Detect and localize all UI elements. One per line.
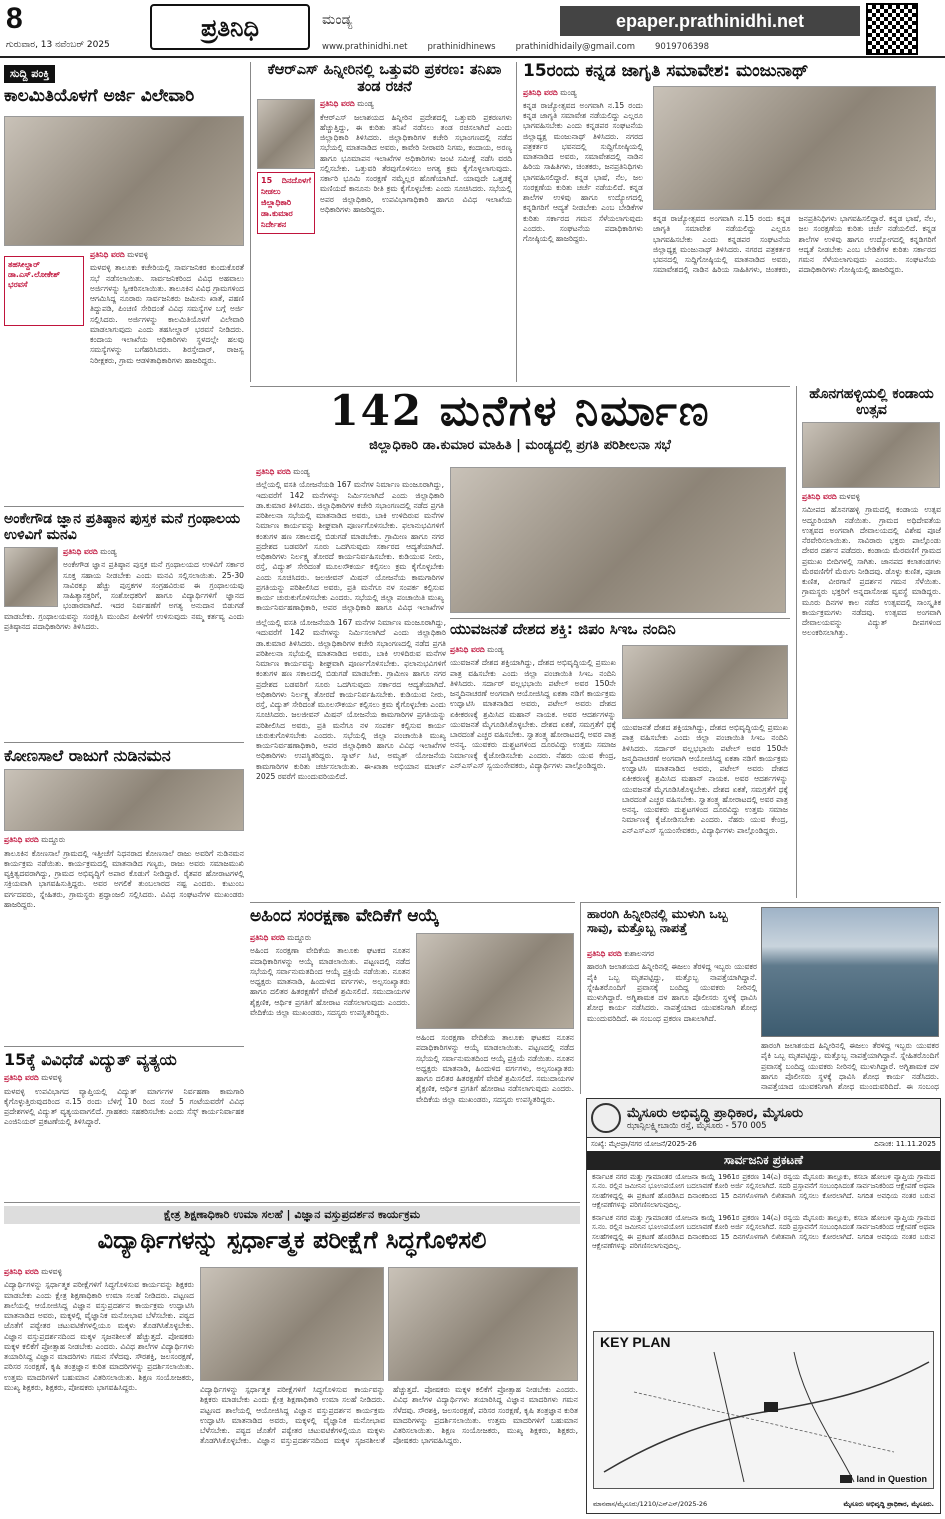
article-5-photo [450, 467, 786, 613]
article-1-headline: ಕಾಲಮಿತಿಯೊಳಗೆ ಅರ್ಜಿ ವಿಲೇವಾರಿ [4, 86, 195, 106]
article-8-headline: ಯುವಜನತೆ ದೇಶದ ಶಕ್ತಿ: ಜಿಪಂ ಸಿಇಒ ನಂದಿನಿ [450, 620, 676, 638]
dateline: ಕುಶಾಲನಗರ [624, 949, 655, 958]
article-5 [250, 386, 790, 614]
dateline: ಮಂಡ್ಯ [100, 547, 117, 557]
article-9-text: ಮಳವಳ್ಳಿ ಉಪವಿಭಾಗದ ವ್ಯಾಪ್ತಿಯಲ್ಲಿ ವಿದ್ಯುತ್ ಮಾರ್ಗಗಳ ನಿರ್ವಹಣಾ ಕಾಮಗಾರಿ ಕೈಗೊಳ್ಳುತ್ತಿರುವುದರಿಂದ ನ.15 ರಂದು ಬೆಳಿಗ್ಗೆ 10 ರಿಂದ ಸಂಜೆ 5 ಗಂಟೆಯವರೆಗೆ ವಿವಿಧ ಪ್ರದೇಶಗಳಲ್ಲಿ ವಿದ್ಯುತ್ ವ್ಯತ್ಯಯವಾಗಲಿದೆ. ಗ್ರಾಹಕರು ಸಹಕರಿಸಬೇಕು ಎಂದು ಸೆಸ್ಕ್ ಕಾರ್ಯನಿರ್ವಾಹಕ ಎಂಜಿನಿಯರ್ ಪ್ರಕಟಣೆಯಲ್ಲಿ ತಿಳಿಸಿದ್ದಾರೆ. [4, 1086, 244, 1127]
article-1-photo [4, 116, 244, 246]
article-11-headline: ಹಾರಂಗಿ ಹಿನ್ನೀರಿನಲ್ಲಿ ಮುಳುಗಿ ಒಬ್ಬ ಸಾವು, ಮತ್ತೊಬ್ಬ ನಾಪತ್ತೆ [587, 906, 728, 936]
article-12 [4, 1202, 580, 1514]
article-2-pullquote: 15 ದಿನದೊಳಗೆ ನೀಡಲು ಜಿಲ್ಲಾಧಿಕಾರಿ ಡಾ.ಕುಮಾರ ನಿರ್ದೇಶನ [257, 172, 315, 234]
byline: ಪ್ರತಿನಿಧಿ ವರದಿ [4, 1267, 39, 1276]
article-5-headline: 142 ಮನೆಗಳ ನಿರ್ಮಾಣ [329, 386, 711, 435]
dateline: ಮದ್ದೂರು [41, 835, 66, 845]
section-kicker: ಸುದ್ದಿ ಪಂಕ್ತಿ [4, 65, 55, 83]
article-8-body [450, 645, 616, 895]
epaper-link[interactable]: epaper.prathinidhi.net [560, 6, 860, 36]
article-5-text: ಜಿಲ್ಲೆಯಲ್ಲಿ ವಸತಿ ಯೋಜನೆಯಡಿ 167 ಮನೆಗಳ ನಿರ್ಮಾಣ ಮಂಜೂರಾಗಿದ್ದು, ಇದುವರೆಗೆ 142 ಮನೆಗಳನ್ನು ನಿರ್ಮಿಸಲಾಗಿದೆ ಎಂದು ಜಿಲ್ಲಾಧಿಕಾರಿ ಡಾ.ಕುಮಾರ ತಿಳಿಸಿದರು. ಜಿಲ್ಲಾಧಿಕಾರಿಗಳ ಕಚೇರಿ ಸಭಾಂಗಣದಲ್ಲಿ ನಡೆದ ಪ್ರಗತಿ ಪರಿಶೀಲನಾ ಸಭೆಯಲ್ಲಿ ಮಾತನಾಡಿದ ಅವರು, ಬಾಕಿ ಉಳಿದಿರುವ ಮನೆಗಳ ನಿರ್ಮಾಣ ಕಾರ್ಯವನ್ನು ಶೀಘ್ರವಾಗಿ ಪೂರ್ಣಗೊಳಿಸಬೇಕು. ಫಲಾನುಭವಿಗಳಿಗೆ ಕಂತುಗಳ ಹಣ ಸಕಾಲದಲ್ಲಿ ಬಿಡುಗಡೆ ಮಾಡಬೇಕು. ಗ್ರಾಮೀಣ ಹಾಗೂ ನಗರ ಪ್ರದೇಶದ ಬಡವರಿಗೆ ಸೂರು ಒದಗಿಸುವುದು ಸರ್ಕಾರದ ಆದ್ಯತೆಯಾಗಿದೆ. ಅಧಿಕಾರಿಗಳು ನಿರ್ಲಕ್ಷ್ಯ ತೋರದೆ ಕಾರ್ಯನಿರ್ವಹಿಸಬೇಕು. ಕುಡಿಯುವ ನೀರು, ರಸ್ತೆ, ವಿದ್ಯುತ್ ಸೇರಿದಂತೆ ಮೂಲಸೌಕರ್ಯ ಕಲ್ಪಿಸಲು ಕ್ರಮ ಕೈಗೊಳ್ಳಬೇಕು ಎಂದು ಸೂಚಿಸಿದರು. ಜಲಜೀವನ್ ಮಿಷನ್ ಯೋಜನೆಯ ಕಾಮಗಾರಿಗಳ ಪ್ರಗತಿಯನ್ನು ಪರಿಶೀಲಿಸಿದ ಅವರು, ಪ್ರತಿ ಮನೆಗೂ ನಳ ಸಂಪರ್ಕ ಕಲ್ಪಿಸುವ ಕಾರ್ಯ ಚುರುಕುಗೊಳಿಸಬೇಕು ಎಂದರು. ಸಭೆಯಲ್ಲಿ ಜಿಲ್ಲಾ ಪಂಚಾಯಿತಿ ಮುಖ್ಯ ಕಾರ್ಯನಿರ್ವಹಣಾಧಿಕಾರಿ, ಅಪರ ಜಿಲ್ಲಾಧಿಕಾರಿ ಹಾಗೂ ವಿವಿಧ ಇಲಾಖೆಗಳ [256, 480, 444, 613]
article-12-text-cont: ವಿದ್ಯಾರ್ಥಿಗಳನ್ನು ಸ್ಪರ್ಧಾತ್ಮಕ ಪರೀಕ್ಷೆಗಳಿಗೆ ಸಿದ್ಧಗೊಳಿಸುವ ಕಾರ್ಯವನ್ನು ಶಿಕ್ಷಕರು ಮಾಡಬೇಕು ಎಂದು ಕ್ಷೇತ್ರ ಶಿಕ್ಷಣಾಧಿಕಾರಿ ಉಮಾ ಸಲಹೆ ನೀಡಿದರು. ಪಟ್ಟಣದ ಶಾಲೆಯಲ್ಲಿ ಆಯೋಜಿಸಿದ್ದ ವಿಜ್ಞಾನ ವಸ್ತುಪ್ರದರ್ಶನ ಕಾರ್ಯಕ್ರಮ ಉದ್ಘಾಟಿಸಿ ಮಾತನಾಡಿದ ಅವರು, ಮಕ್ಕಳಲ್ಲಿ ವೈಜ್ಞಾನಿಕ ಮನೋಭಾವ ಬೆಳೆಸಬೇಕು. ಪಠ್ಯದ ಜೊತೆಗೆ ಪಠ್ಯೇತರ ಚಟುವಟಿಕೆಗಳಲ್ಲಿಯೂ ಮಕ್ಕಳು ತೊಡಗಿಸಿಕೊಳ್ಳಬೇಕು. ವಿಜ್ಞಾನ ವಸ್ತುಪ್ರದರ್ಶನದಿಂದ ಮಕ್ಕಳ ಸೃಜನಶೀಲತೆ ಹೆಚ್ಚುತ್ತದೆ. ಪೋಷಕರು ಮಕ್ಕಳ ಕಲಿಕೆಗೆ ಪ್ರೋತ್ಸಾಹ ನೀಡಬೇಕು ಎಂದರು. ವಿವಿಧ ಶಾಲೆಗಳ ವಿದ್ಯಾರ್ಥಿಗಳು ತಯಾರಿಸಿದ್ದ ವಿಜ್ಞಾನ ಮಾದರಿಗಳು ಗಮನ ಸೆಳೆದವು. ಸೌರಶಕ್ತಿ, ಜಲಸಂರಕ್ಷಣೆ, ಪರಿಸರ ಸಂರಕ್ಷಣೆ, ಕೃಷಿ ತಂತ್ರಜ್ಞಾನ ಕುರಿತ ಮಾದರಿಗಳನ್ನು ಪ್ರದರ್ಶಿಸಲಾಯಿತು. ಉತ್ತಮ ಮಾದರಿಗಳಿಗೆ ಬಹುಮಾನ ವಿತರಿಸಲಾಯಿತು. ಶಿಕ್ಷಣ ಸಂಯೋಜಕರು, ಮುಖ್ಯ ಶಿಕ್ಷಕರು, ಶಿಕ್ಷಕರು, ಪೋಷಕರು ಭಾಗವಹಿಸಿದ್ದರು. [200, 1385, 578, 1446]
article-11-body [587, 949, 757, 1091]
article-1-pullquote: ತಹಸೀಲ್ದಾರ್ ಡಾ.ಎಸ್.ಲೋಕೇಶ್ ಭರವಸೆ [4, 256, 84, 326]
qr-code-icon[interactable] [866, 3, 918, 55]
public-notice [586, 1098, 941, 1514]
article-5-subhead: ಜಿಲ್ಲಾಧಿಕಾರಿ ಡಾ.ಕುಮಾರ ಮಾಹಿತಿ | ಮಂಡ್ಯದಲ್ಲಿ ಪ್ರಗತಿ ಪರಿಶೀಲನಾ ಸಭೆ [369, 438, 671, 454]
article-10-photo [416, 933, 574, 1029]
article-3-text-cont: ಕನ್ನಡ ರಾಜ್ಯೋತ್ಸವದ ಅಂಗವಾಗಿ ನ.15 ರಂದು ಕನ್ನಡ ಜಾಗೃತಿ ಸಮಾವೇಶ ನಡೆಯಲಿದ್ದು ಎಲ್ಲರೂ ಭಾಗವಹಿಸಬೇಕು ಎಂದು ಕನ್ನಡಪರ ಸಂಘಟನೆಯ ಜಿಲ್ಲಾಧ್ಯಕ್ಷ ಮಂಜುನಾಥ್ ತಿಳಿಸಿದರು. ನಗರದ ಪತ್ರಕರ್ತರ ಭವನದಲ್ಲಿ ಸುದ್ದಿಗೋಷ್ಠಿಯಲ್ಲಿ ಮಾತನಾಡಿದ ಅವರು, ಸಮಾವೇಶದಲ್ಲಿ ನಾಡಿನ ಹಿರಿಯ ಸಾಹಿತಿಗಳು, ಚಿಂತಕರು, ಜನಪ್ರತಿನಿಧಿಗಳು ಭಾಗವಹಿಸಲಿದ್ದಾರೆ. ಕನ್ನಡ ಭಾಷೆ, ನೆಲ, ಜಲ ಸಂರಕ್ಷಣೆಯ ಕುರಿತು ಚರ್ಚೆ ನಡೆಯಲಿದೆ. ಕನ್ನಡ ಶಾಲೆಗಳ ಉಳಿವು ಹಾಗೂ ಉದ್ಯೋಗದಲ್ಲಿ ಕನ್ನಡಿಗರಿಗೆ ಆದ್ಯತೆ ನೀಡಬೇಕು ಎಂಬ ಬೇಡಿಕೆಗಳ ಕುರಿತು ಸರ್ಕಾರದ ಗಮನ ಸೆಳೆಯಲಾಗುವುದು ಎಂದರು. ಸಂಘಟನೆಯ ಪದಾಧಿಕಾರಿಗಳು ಗೋಷ್ಠಿಯಲ್ಲಿ ಹಾಜರಿದ್ದರು. [653, 214, 936, 275]
byline: ಪ್ರತಿನಿಧಿ ವರದಿ [320, 99, 355, 109]
article-3-body [523, 88, 643, 368]
byline: ಪ್ರತಿನಿಧಿ ವರದಿ [90, 250, 125, 259]
article-3 [516, 62, 941, 382]
article-1-body [4, 250, 244, 500]
emblem-icon [591, 1103, 621, 1133]
article-11 [580, 902, 941, 1094]
article-12-text: ವಿದ್ಯಾರ್ಥಿಗಳನ್ನು ಸ್ಪರ್ಧಾತ್ಮಕ ಪರೀಕ್ಷೆಗಳಿಗೆ ಸಿದ್ಧಗೊಳಿಸುವ ಕಾರ್ಯವನ್ನು ಶಿಕ್ಷಕರು ಮಾಡಬೇಕು ಎಂದು ಕ್ಷೇತ್ರ ಶಿಕ್ಷಣಾಧಿಕಾರಿ ಉಮಾ ಸಲಹೆ ನೀಡಿದರು. ಪಟ್ಟಣದ ಶಾಲೆಯಲ್ಲಿ ಆಯೋಜಿಸಿದ್ದ ವಿಜ್ಞಾನ ವಸ್ತುಪ್ರದರ್ಶನ ಕಾರ್ಯಕ್ರಮ ಉದ್ಘಾಟಿಸಿ ಮಾತನಾಡಿದ ಅವರು, ಮಕ್ಕಳಲ್ಲಿ ವೈಜ್ಞಾನಿಕ ಮನೋಭಾವ ಬೆಳೆಸಬೇಕು. ಪಠ್ಯದ ಜೊತೆಗೆ ಪಠ್ಯೇತರ ಚಟುವಟಿಕೆಗಳಲ್ಲಿಯೂ ಮಕ್ಕಳು ತೊಡಗಿಸಿಕೊಳ್ಳಬೇಕು. ವಿಜ್ಞಾನ ವಸ್ತುಪ್ರದರ್ಶನದಿಂದ ಮಕ್ಕಳ ಸೃಜನಶೀಲತೆ ಹೆಚ್ಚುತ್ತದೆ. ಪೋಷಕರು ಮಕ್ಕಳ ಕಲಿಕೆಗೆ ಪ್ರೋತ್ಸಾಹ ನೀಡಬೇಕು ಎಂದರು. ವಿವಿಧ ಶಾಲೆಗಳ ವಿದ್ಯಾರ್ಥಿಗಳು ತಯಾರಿಸಿದ್ದ ವಿಜ್ಞಾನ ಮಾದರಿಗಳು ಗಮನ ಸೆಳೆದವು. ಸೌರಶಕ್ತಿ, ಜಲಸಂರಕ್ಷಣೆ, ಪರಿಸರ ಸಂರಕ್ಷಣೆ, ಕೃಷಿ ತಂತ್ರಜ್ಞಾನ ಕುರಿತ ಮಾದರಿಗಳನ್ನು ಪ್ರದರ್ಶಿಸಲಾಯಿತು. ಉತ್ತಮ ಮಾದರಿಗಳಿಗೆ ಬಹುಮಾನ ವಿತರಿಸಲಾಯಿತು. ಶಿಕ್ಷಣ ಸಂಯೋಜಕರು, ಮುಖ್ಯ ಶಿಕ್ಷಕರು, ಶಿಕ್ಷಕರು, ಪೋಷಕರು ಭಾಗವಹಿಸಿದ್ದರು. [4, 1280, 194, 1392]
article-11-caption-text: ಹಾರಂಗಿ ಜಲಾಶಯದ ಹಿನ್ನೀರಿನಲ್ಲಿ ಈಜಲು ತೆರಳಿದ್ದ ಇಬ್ಬರು ಯುವಕರ ಪೈಕಿ ಒಬ್ಬ ಮೃತಪಟ್ಟಿದ್ದು, ಮತ್ತೊಬ್ಬ ನಾಪತ್ತೆಯಾಗಿದ್ದಾನೆ. ಸ್ನೇಹಿತರೊಂದಿಗೆ ಪ್ರವಾಸಕ್ಕೆ ಬಂದಿದ್ದ ಯುವಕರು ನೀರಿನಲ್ಲಿ ಮುಳುಗಿದ್ದಾರೆ. ಅಗ್ನಿಶಾಮಕ ದಳ ಹಾಗೂ ಪೊಲೀಸರು ಸ್ಥಳಕ್ಕೆ ಧಾವಿಸಿ ಶೋಧ ಕಾರ್ಯ ನಡೆಸಿದರು. ನಾಪತ್ತೆಯಾದ ಯುವಕನಿಗಾಗಿ ಶೋಧ ಮುಂದುವರಿದಿದೆ. ಈ ಸಂಬಂಧ [761, 1041, 939, 1091]
byline: ಪ್ರತಿನಿಧಿ ವರದಿ [587, 949, 622, 958]
notice-body [587, 1170, 940, 1310]
map-legend-label: land in Question [856, 1474, 927, 1484]
article-10-headline: ಅಹಿಂದ ಸಂರಕ್ಷಣಾ ವೇದಿಕೆಗೆ ಆಯ್ಕೆ [250, 906, 440, 926]
article-3-text: ಕನ್ನಡ ರಾಜ್ಯೋತ್ಸವದ ಅಂಗವಾಗಿ ನ.15 ರಂದು ಕನ್ನಡ ಜಾಗೃತಿ ಸಮಾವೇಶ ನಡೆಯಲಿದ್ದು ಎಲ್ಲರೂ ಭಾಗವಹಿಸಬೇಕು ಎಂದು ಕನ್ನಡಪರ ಸಂಘಟನೆಯ ಜಿಲ್ಲಾಧ್ಯಕ್ಷ ಮಂಜುನಾಥ್ ತಿಳಿಸಿದರು. ನಗರದ ಪತ್ರಕರ್ತರ ಭವನದಲ್ಲಿ ಸುದ್ದಿಗೋಷ್ಠಿಯಲ್ಲಿ ಮಾತನಾಡಿದ ಅವರು, ಸಮಾವೇಶದಲ್ಲಿ ನಾಡಿನ ಹಿರಿಯ ಸಾಹಿತಿಗಳು, ಚಿಂತಕರು, ಜನಪ್ರತಿನಿಧಿಗಳು ಭಾಗವಹಿಸಲಿದ್ದಾರೆ. ಕನ್ನಡ ಭಾಷೆ, ನೆಲ, ಜಲ ಸಂರಕ್ಷಣೆಯ ಕುರಿತು ಚರ್ಚೆ ನಡೆಯಲಿದೆ. ಕನ್ನಡ ಶಾಲೆಗಳ ಉಳಿವು ಹಾಗೂ ಉದ್ಯೋಗದಲ್ಲಿ ಕನ್ನಡಿಗರಿಗೆ ಆದ್ಯತೆ ನೀಡಬೇಕು ಎಂಬ ಬೇಡಿಕೆಗಳ ಕುರಿತು ಸರ್ಕಾರದ ಗಮನ ಸೆಳೆಯಲಾಗುವುದು ಎಂದರು. ಸಂಘಟನೆಯ ಪದಾಧಿಕಾರಿಗಳು ಗೋಷ್ಠಿಯಲ್ಲಿ ಹಾಜರಿದ್ದರು. [523, 100, 643, 244]
map-roads-icon [594, 1332, 934, 1489]
email-address[interactable]: prathinidhidaily@gmail.com [515, 42, 635, 52]
article-12-body [4, 1267, 194, 1511]
article-2-body [257, 99, 512, 369]
dateline: ಮಳವಳ್ಳಿ [127, 250, 149, 259]
article-6-headline: ಹೊನಗಹಳ್ಳಿಯಲ್ಲಿ ಕಂಡಾಯ ಉತ್ಸವ [809, 386, 934, 419]
article-5-body-cont [256, 618, 446, 898]
article-6-text: ಸಮೀಪದ ಹೊನಗಹಳ್ಳಿ ಗ್ರಾಮದಲ್ಲಿ ಕಂಡಾಯ ಉತ್ಸವ ಅದ್ದೂರಿಯಾಗಿ ನಡೆಯಿತು. ಗ್ರಾಮದ ಅಧಿದೇವತೆಯ ಉತ್ಸವದ ಅಂಗವಾಗಿ ದೇವಾಲಯದಲ್ಲಿ ವಿಶೇಷ ಪೂಜೆ ನೆರವೇರಿಸಲಾಯಿತು. ಸಾವಿರಾರು ಭಕ್ತರು ಪಾಲ್ಗೊಂಡು ದೇವರ ದರ್ಶನ ಪಡೆದರು. ಕಂಡಾಯ ಮೆರವಣಿಗೆ ಗ್ರಾಮದ ಪ್ರಮುಖ ಬೀದಿಗಳಲ್ಲಿ ಸಾಗಿತು. ಜಾನಪದ ಕಲಾತಂಡಗಳು ಮೆರವಣಿಗೆಗೆ ಮೆರುಗು ನೀಡಿದವು. ಡೊಳ್ಳು ಕುಣಿತ, ಪೂಜಾ ಕುಣಿತ, ವೀರಗಾಸೆ ಪ್ರದರ್ಶನ ಗಮನ ಸೆಳೆಯಿತು. ಗ್ರಾಮಸ್ಥರು ಭಕ್ತರಿಗೆ ಅನ್ನದಾಸೋಹ ವ್ಯವಸ್ಥೆ ಮಾಡಿದ್ದರು. ಮೂರು ದಿನಗಳ ಕಾಲ ನಡೆದ ಉತ್ಸವದಲ್ಲಿ ಸಾಂಸ್ಕೃತಿಕ ಕಾರ್ಯಕ್ರಮಗಳು ನಡೆದವು. ಉತ್ಸವದ ಅಂಗವಾಗಿ ದೇವಾಲಯವನ್ನು ವಿದ್ಯುತ್ ದೀಪಗಳಿಂದ ಅಲಂಕರಿಸಲಾಗಿತ್ತು. [802, 505, 941, 638]
article-7-body [4, 835, 244, 1035]
byline: ಪ್ರತಿನಿಧಿ ವರದಿ [450, 645, 485, 654]
newspaper-logo: ಪ್ರತಿನಿಧಿ [150, 4, 310, 50]
article-12-kicker: ಕ್ಷೇತ್ರ ಶಿಕ್ಷಣಾಧಿಕಾರಿ ಉಮಾ ಸಲಹೆ | ವಿಜ್ಞಾನ ವಸ್ತುಪ್ರದರ್ಶನ ಕಾರ್ಯಕ್ರಮ [4, 1206, 580, 1224]
notice-text: ಕರ್ನಾಟಕ ನಗರ ಮತ್ತು ಗ್ರಾಮಾಂತರ ಯೋಜನಾ ಕಾಯ್ದೆ 1961ರ ಪ್ರಕರಣ 14(ಎ) ರನ್ವಯ ಮೈಸೂರು ತಾಲ್ಲೂಕು, ಕಸಬಾ ಹೋಬಳಿ ವ್ಯಾಪ್ತಿಯ ಗ್ರಾಮದ ಸ.ನಂ. ರಲ್ಲಿನ ಜಮೀನಿನ ಭೂಉಪಯೋಗ ಬದಲಾವಣೆ ಕೋರಿ ಅರ್ಜಿ ಸಲ್ಲಿಸಲಾಗಿದೆ. ಸದರಿ ಪ್ರಸ್ತಾವನೆಗೆ ಸಂಬಂಧಿಸಿದಂತೆ ಸಾರ್ವಜನಿಕರಿಂದ ಆಕ್ಷೇಪಣೆ ಅಥವಾ ಸಲಹೆಗಳಿದ್ದಲ್ಲಿ ಈ ಪ್ರಕಟಣೆ ಹೊರಡಿಸಿದ ದಿನಾಂಕದಿಂದ 15 ದಿನಗಳೊಳಗಾಗಿ ಲಿಖಿತವಾಗಿ ಸಲ್ಲಿಸಲು ಕೋರಲಾಗಿದೆ. ನಿಗದಿತ ಅವಧಿಯ ನಂತರ ಬರುವ ಆಕ್ಷೇಪಣೆಗಳನ್ನು ಪರಿಗಣಿಸಲಾಗುವುದಿಲ್ಲ. [592, 1173, 935, 1210]
article-12-body-cont [200, 1385, 578, 1511]
masthead [0, 0, 945, 58]
byline: ಪ್ರತಿನಿಧಿ ವರದಿ [250, 933, 285, 942]
article-10 [250, 902, 575, 1198]
article-2-headline: ಕೆಆರ್‌ಎಸ್ ಹಿನ್ನೀರಿನಲ್ಲಿ ಒತ್ತುವರಿ ಪ್ರಕರಣ: ತನಿಖಾ ತಂಡ ರಚನೆ [267, 62, 502, 95]
article-7-text: ತಾಲೂಕಿನ ಕೋಣಸಾಲೆ ಗ್ರಾಮದಲ್ಲಿ ಇತ್ತೀಚೆಗೆ ನಿಧನರಾದ ಕೋಣಸಾಲೆ ರಾಜು ಅವರಿಗೆ ನುಡಿನಮನ ಕಾರ್ಯಕ್ರಮ ನಡೆಯಿತು. ಕಾರ್ಯಕ್ರಮದಲ್ಲಿ ಮಾತನಾಡಿದ ಗಣ್ಯರು, ರಾಜು ಅವರು ಸಮಾಜಮುಖಿ ವ್ಯಕ್ತಿತ್ವದವರಾಗಿದ್ದು, ಗ್ರಾಮದ ಅಭಿವೃದ್ಧಿಗೆ ಅಪಾರ ಕೊಡುಗೆ ನೀಡಿದ್ದಾರೆ. ರೈತಪರ ಹೋರಾಟಗಳಲ್ಲಿ ಸಕ್ರಿಯವಾಗಿ ಭಾಗವಹಿಸುತ್ತಿದ್ದರು. ಅವರ ಅಗಲಿಕೆ ತುಂಬಲಾರದ ನಷ್ಟ ಎಂದರು. ಕುಟುಂಬ ವರ್ಗದವರು, ಸ್ನೇಹಿತರು, ಗ್ರಾಮಸ್ಥರು ಶ್ರದ್ಧಾಂಜಲಿ ಸಲ್ಲಿಸಿದರು. ವಿವಿಧ ಸಂಘಟನೆಗಳ ಮುಖಂಡರು ಹಾಜರಿದ್ದರು. [4, 848, 244, 909]
article-9-headline: 15ಕ್ಕೆ ವಿವಿಧೆಡೆ ವಿದ್ಯುತ್ ವ್ಯತ್ಯಯ [4, 1050, 177, 1069]
article-12-photo-2 [388, 1267, 578, 1381]
byline: ಪ್ರತಿನಿಧಿ ವರದಿ [523, 87, 558, 97]
article-11-lake-photo [761, 907, 939, 1037]
article-6-body [802, 492, 941, 912]
article-9-body [4, 1073, 244, 1183]
notice-ref: ಸಂಖ್ಯೆ: ಮೈಅಪ್ರಾ/ನಗರ ಯೋಜನೆ/2025-26 [591, 1140, 697, 1148]
article-10-text: ಅಹಿಂದ ಸಂರಕ್ಷಣಾ ವೇದಿಕೆಯ ತಾಲೂಕು ಘಟಕದ ನೂತನ ಪದಾಧಿಕಾರಿಗಳನ್ನು ಆಯ್ಕೆ ಮಾಡಲಾಯಿತು. ಪಟ್ಟಣದಲ್ಲಿ ನಡೆದ ಸಭೆಯಲ್ಲಿ ಸರ್ವಾನುಮತದಿಂದ ಆಯ್ಕೆ ಪ್ರಕ್ರಿಯೆ ನಡೆಯಿತು. ನೂತನ ಅಧ್ಯಕ್ಷರು ಮಾತನಾಡಿ, ಹಿಂದುಳಿದ ವರ್ಗಗಳು, ಅಲ್ಪಸಂಖ್ಯಾತರು ಹಾಗೂ ದಲಿತರ ಹಿತರಕ್ಷಣೆಗೆ ವೇದಿಕೆ ಶ್ರಮಿಸಲಿದೆ. ಸಮುದಾಯಗಳ ಶೈಕ್ಷಣಿಕ, ಆರ್ಥಿಕ ಪ್ರಗತಿಗೆ ಹೋರಾಟ ನಡೆಸಲಾಗುವುದು ಎಂದರು. ವೇದಿಕೆಯ ಜಿಲ್ಲಾ ಮುಖಂಡರು, ಸದಸ್ಯರು ಉಪಸ್ಥಿತರಿದ್ದರು. [250, 946, 410, 1017]
article-3-body-cont [653, 214, 936, 379]
notice-title: ಸಾರ್ವಜನಿಕ ಪ್ರಕಟಣೆ [587, 1151, 940, 1170]
social-handle[interactable]: prathinidhinews [427, 42, 496, 52]
notice-address: ಝಾನ್ಸಿಲಕ್ಷ್ಮೀಬಾಯಿ ರಸ್ತೆ, ಮೈಸೂರು - 570 005 [627, 1120, 767, 1131]
article-12-headline: ವಿದ್ಯಾರ್ಥಿಗಳನ್ನು ಸ್ಪರ್ಧಾತ್ಮಕ ಪರೀಕ್ಷೆಗೆ ಸಿದ್ಧಗೊಳಿಸಲಿ [97, 1226, 487, 1254]
page-number: 8 [6, 2, 23, 35]
article-5-body [256, 467, 444, 613]
article-2-text: ಕೆಆರ್‌ಎಸ್ ಜಲಾಶಯದ ಹಿನ್ನೀರಿನ ಪ್ರದೇಶದಲ್ಲಿ ಒತ್ತುವರಿ ಪ್ರಕರಣಗಳು ಹೆಚ್ಚುತ್ತಿದ್ದು, ಈ ಕುರಿತು ತನಿಖೆ ನಡೆಸಲು ತಂಡ ರಚಿಸಲಾಗಿದೆ ಎಂದು ಜಿಲ್ಲಾಧಿಕಾರಿ ತಿಳಿಸಿದರು. ಜಿಲ್ಲಾಧಿಕಾರಿಗಳ ಕಚೇರಿ ಸಭಾಂಗಣದಲ್ಲಿ ನಡೆದ ಸಭೆಯಲ್ಲಿ ಮಾತನಾಡಿದ ಅವರು, ಕಾವೇರಿ ನೀರಾವರಿ ನಿಗಮ, ಕಂದಾಯ, ಅರಣ್ಯ ಹಾಗೂ ಭೂಮಾಪನ ಇಲಾಖೆಗಳ ಅಧಿಕಾರಿಗಳು ಜಂಟಿ ಸಮೀಕ್ಷೆ ನಡೆಸಿ ವರದಿ ಸಲ್ಲಿಸಬೇಕು. ಒತ್ತುವರಿ ತೆರವುಗೊಳಿಸಲು ಅಗತ್ಯ ಕ್ರಮ ಕೈಗೊಳ್ಳಲಾಗುವುದು. ಸರ್ಕಾರಿ ಭೂಮಿ ಸಂರಕ್ಷಣೆ ನಮ್ಮೆಲ್ಲರ ಹೊಣೆಯಾಗಿದೆ. ಯಾವುದೇ ಒತ್ತಡಕ್ಕೆ ಮಣಿಯದೆ ಕಾನೂನು ರೀತಿ ಕ್ರಮ ಕೈಗೊಳ್ಳಬೇಕು ಎಂದು ಸೂಚಿಸಿದರು. ಸಭೆಯಲ್ಲಿ ಅಪರ ಜಿಲ್ಲಾಧಿಕಾರಿ, ಉಪವಿಭಾಗಾಧಿಕಾರಿ ಹಾಗೂ ವಿವಿಧ ಇಲಾಖೆಯ ಅಧಿಕಾರಿಗಳು ಹಾಜರಿದ್ದರು. [320, 112, 512, 214]
article-10-text-cont: ಅಹಿಂದ ಸಂರಕ್ಷಣಾ ವೇದಿಕೆಯ ತಾಲೂಕು ಘಟಕದ ನೂತನ ಪದಾಧಿಕಾರಿಗಳನ್ನು ಆಯ್ಕೆ ಮಾಡಲಾಯಿತು. ಪಟ್ಟಣದಲ್ಲಿ ನಡೆದ ಸಭೆಯಲ್ಲಿ ಸರ್ವಾನುಮತದಿಂದ ಆಯ್ಕೆ ಪ್ರಕ್ರಿಯೆ ನಡೆಯಿತು. ನೂತನ ಅಧ್ಯಕ್ಷರು ಮಾತನಾಡಿ, ಹಿಂದುಳಿದ ವರ್ಗಗಳು, ಅಲ್ಪಸಂಖ್ಯಾತರು ಹಾಗೂ ದಲಿತರ ಹಿತರಕ್ಷಣೆಗೆ ವೇದಿಕೆ ಶ್ರಮಿಸಲಿದೆ. ಸಮುದಾಯಗಳ ಶೈಕ್ಷಣಿಕ, ಆರ್ಥಿಕ ಪ್ರಗತಿಗೆ ಹೋರಾಟ ನಡೆಸಲಾಗುವುದು ಎಂದರು. ವೇದಿಕೆಯ ಜಿಲ್ಲಾ ಮುಖಂಡರು, ಸದಸ್ಯರು ಉಪಸ್ಥಿತರಿದ್ದರು. [416, 1033, 574, 1104]
article-7-photo [4, 769, 244, 831]
article-2-portrait [257, 99, 315, 169]
article-2 [250, 62, 512, 382]
article-5-text-cont: ಜಿಲ್ಲೆಯಲ್ಲಿ ವಸತಿ ಯೋಜನೆಯಡಿ 167 ಮನೆಗಳ ನಿರ್ಮಾಣ ಮಂಜೂರಾಗಿದ್ದು, ಇದುವರೆಗೆ 142 ಮನೆಗಳನ್ನು ನಿರ್ಮಿಸಲಾಗಿದೆ ಎಂದು ಜಿಲ್ಲಾಧಿಕಾರಿ ಡಾ.ಕುಮಾರ ತಿಳಿಸಿದರು. ಜಿಲ್ಲಾಧಿಕಾರಿಗಳ ಕಚೇರಿ ಸಭಾಂಗಣದಲ್ಲಿ ನಡೆದ ಪ್ರಗತಿ ಪರಿಶೀಲನಾ ಸಭೆಯಲ್ಲಿ ಮಾತನಾಡಿದ ಅವರು, ಬಾಕಿ ಉಳಿದಿರುವ ಮನೆಗಳ ನಿರ್ಮಾಣ ಕಾರ್ಯವನ್ನು ಶೀಘ್ರವಾಗಿ ಪೂರ್ಣಗೊಳಿಸಬೇಕು. ಫಲಾನುಭವಿಗಳಿಗೆ ಕಂತುಗಳ ಹಣ ಸಕಾಲದಲ್ಲಿ ಬಿಡುಗಡೆ ಮಾಡಬೇಕು. ಗ್ರಾಮೀಣ ಹಾಗೂ ನಗರ ಪ್ರದೇಶದ ಬಡವರಿಗೆ ಸೂರು ಒದಗಿಸುವುದು ಸರ್ಕಾರದ ಆದ್ಯತೆಯಾಗಿದೆ. ಅಧಿಕಾರಿಗಳು ನಿರ್ಲಕ್ಷ್ಯ ತೋರದೆ ಕಾರ್ಯನಿರ್ವಹಿಸಬೇಕು. ಕುಡಿಯುವ ನೀರು, ರಸ್ತೆ, ವಿದ್ಯುತ್ ಸೇರಿದಂತೆ ಮೂಲಸೌಕರ್ಯ ಕಲ್ಪಿಸಲು ಕ್ರಮ ಕೈಗೊಳ್ಳಬೇಕು ಎಂದು ಸೂಚಿಸಿದರು. ಜಲಜೀವನ್ ಮಿಷನ್ ಯೋಜನೆಯ ಕಾಮಗಾರಿಗಳ ಪ್ರಗತಿಯನ್ನು ಪರಿಶೀಲಿಸಿದ ಅವರು, ಪ್ರತಿ ಮನೆಗೂ ನಳ ಸಂಪರ್ಕ ಕಲ್ಪಿಸುವ ಕಾರ್ಯ ಚುರುಕುಗೊಳಿಸಬೇಕು ಎಂದರು. ಸಭೆಯಲ್ಲಿ ಜಿಲ್ಲಾ ಪಂಚಾಯಿತಿ ಮುಖ್ಯ ಕಾರ್ಯನಿರ್ವಹಣಾಧಿಕಾರಿ, ಅಪರ ಜಿಲ್ಲಾಧಿಕಾರಿ ಹಾಗೂ ವಿವಿಧ ಇಲಾಖೆಗಳ ಅಧಿಕಾರಿಗಳು ಉಪಸ್ಥಿತರಿದ್ದರು. ಸ್ಮಾರ್ಟ್ ಸಿಟಿ, ಅಮೃತ್ ಯೋಜನೆಯ ಕಾಮಗಾರಿಗಳ ಕುರಿತು ಚರ್ಚಿಸಲಾಯಿತು. ಈ-ಖಾತಾ ಅಭಿಯಾನ ಮಾರ್ಚ್ 2025 ರವರೆಗೆ ಮುಂದುವರಿಯಲಿದೆ. [256, 618, 446, 781]
article-10-body-cont [416, 1033, 574, 1195]
article-1 [4, 62, 244, 502]
byline: ಪ್ರತಿನಿಧಿ ವರದಿ [4, 1073, 39, 1083]
notice-org: ಮೈಸೂರು ಅಭಿವೃದ್ಧಿ ಪ್ರಾಧಿಕಾರ, ಮೈಸೂರು [627, 1105, 804, 1121]
map-legend [840, 1474, 927, 1484]
byline: ಪ್ರತಿನಿಧಿ ವರದಿ [802, 492, 837, 502]
dateline: ಮದ್ದೂರು [287, 933, 312, 942]
article-4-body [4, 547, 244, 733]
article-3-photo [653, 86, 936, 210]
map-title: KEY PLAN [600, 1334, 671, 1350]
article-8-body-cont [622, 723, 788, 895]
article-4-portrait [4, 547, 58, 607]
notice-date: ದಿನಾಂಕ: 11.11.2025 [874, 1140, 936, 1148]
notice-text-cont: ಕರ್ನಾಟಕ ನಗರ ಮತ್ತು ಗ್ರಾಮಾಂತರ ಯೋಜನಾ ಕಾಯ್ದೆ 1961ರ ಪ್ರಕರಣ 14(ಎ) ರನ್ವಯ ಮೈಸೂರು ತಾಲ್ಲೂಕು, ಕಸಬಾ ಹೋಬಳಿ ವ್ಯಾಪ್ತಿಯ ಗ್ರಾಮದ ಸ.ನಂ. ರಲ್ಲಿನ ಜಮೀನಿನ ಭೂಉಪಯೋಗ ಬದಲಾವಣೆ ಕೋರಿ ಅರ್ಜಿ ಸಲ್ಲಿಸಲಾಗಿದೆ. ಸದರಿ ಪ್ರಸ್ತಾವನೆಗೆ ಸಂಬಂಧಿಸಿದಂತೆ ಸಾರ್ವಜನಿಕರಿಂದ ಆಕ್ಷೇಪಣೆ ಅಥವಾ ಸಲಹೆಗಳಿದ್ದಲ್ಲಿ ಈ ಪ್ರಕಟಣೆ ಹೊರಡಿಸಿದ ದಿನಾಂಕದಿಂದ 15 ದಿನಗಳೊಳಗಾಗಿ ಲಿಖಿತವಾಗಿ ಸಲ್ಲಿಸಲು ಕೋರಲಾಗಿದೆ. ನಿಗದಿತ ಅವಧಿಯ ನಂತರ ಬರುವ ಆಕ್ಷೇಪಣೆಗಳನ್ನು ಪರಿಗಣಿಸಲಾಗುವುದಿಲ್ಲ. [592, 1213, 935, 1251]
article-11-text: ಹಾರಂಗಿ ಜಲಾಶಯದ ಹಿನ್ನೀರಿನಲ್ಲಿ ಈಜಲು ತೆರಳಿದ್ದ ಇಬ್ಬರು ಯುವಕರ ಪೈಕಿ ಒಬ್ಬ ಮೃತಪಟ್ಟಿದ್ದು, ಮತ್ತೊಬ್ಬ ನಾಪತ್ತೆಯಾಗಿದ್ದಾನೆ. ಸ್ನೇಹಿತರೊಂದಿಗೆ ಪ್ರವಾಸಕ್ಕೆ ಬಂದಿದ್ದ ಯುವಕರು ನೀರಿನಲ್ಲಿ ಮುಳುಗಿದ್ದಾರೆ. ಅಗ್ನಿಶಾಮಕ ದಳ ಹಾಗೂ ಪೊಲೀಸರು ಸ್ಥಳಕ್ಕೆ ಧಾವಿಸಿ ಶೋಧ ಕಾರ್ಯ ನಡೆಸಿದರು. ನಾಪತ್ತೆಯಾದ ಯುವಕನಿಗಾಗಿ ಶೋಧ ಮುಂದುವರಿದಿದೆ. ಈ ಸಂಬಂಧ ಪ್ರಕರಣ ದಾಖಲಾಗಿದೆ. [587, 962, 757, 1023]
article-8-photo [622, 645, 788, 719]
dateline: ಮಂಡ್ಯ [357, 99, 374, 109]
article-7 [4, 742, 244, 1042]
article-4-text: ಅಂಕೇಗೌಡ ಜ್ಞಾನ ಪ್ರತಿಷ್ಠಾನ ಪುಸ್ತಕ ಮನೆ ಗ್ರಂಥಾಲಯದ ಉಳಿವಿಗೆ ಸರ್ಕಾರ ಸೂಕ್ತ ಸಹಾಯ ನೀಡಬೇಕು ಎಂದು ಮನವಿ ಸಲ್ಲಿಸಲಾಯಿತು. 25-30 ಸಾವಿರಕ್ಕೂ ಹೆಚ್ಚು ಪುಸ್ತಕಗಳ ಸಂಗ್ರಹವಿರುವ ಈ ಗ್ರಂಥಾಲಯವು ಸಾಹಿತ್ಯಾಸಕ್ತರಿಗೆ, ಸಂಶೋಧಕರಿಗೆ ಹಾಗೂ ವಿದ್ಯಾರ್ಥಿಗಳಿಗೆ ಜ್ಞಾನದ ಭಂಡಾರವಾಗಿದೆ. ಇದರ ನಿರ್ವಹಣೆಗೆ ಅಗತ್ಯ ಅನುದಾನ ಬಿಡುಗಡೆ ಮಾಡಬೇಕು. ಗ್ರಂಥಾಲಯವನ್ನು ಸಂರಕ್ಷಿಸಿ ಮುಂದಿನ ಪೀಳಿಗೆಗೆ ಉಳಿಸುವುದು ನಮ್ಮ ಕರ್ತವ್ಯ ಎಂದು ಪ್ರತಿಷ್ಠಾನದ ಪದಾಧಿಕಾರಿಗಳು ತಿಳಿಸಿದರು. [4, 560, 244, 631]
article-6-photo [802, 422, 940, 488]
article-4 [4, 506, 244, 738]
article-7-headline: ಕೋಣಸಾಲೆ ರಾಜುಗೆ ನುಡಿನಮನ [4, 746, 171, 765]
dateline: ಮಳವಳ್ಳಿ [839, 492, 861, 502]
website-link[interactable]: www.prathinidhi.net [322, 42, 408, 52]
byline: ಪ್ರತಿನಿಧಿ ವರದಿ [4, 835, 39, 845]
edition-date: ಗುರುವಾರ, 13 ನವೆಂಬರ್ 2025 [6, 40, 110, 50]
article-12-photo-1 [200, 1267, 384, 1381]
phone-number: 9019706398 [655, 42, 710, 52]
article-8 [450, 618, 790, 898]
notice-footer-ref: ಮಾನವಾಸ/ಮೈಸೂರು/1210/ಎಸ್‌ಎಸ್/2025-26 [593, 1500, 708, 1508]
dateline: ಮಂಡ್ಯ [560, 87, 577, 97]
legend-swatch-icon [840, 1475, 852, 1483]
key-plan-map [593, 1331, 934, 1489]
byline: ಪ್ರತಿನಿಧಿ ವರದಿ [63, 547, 98, 557]
dateline: ಮಳವಳ್ಳಿ [41, 1267, 63, 1276]
article-11-caption [761, 1041, 939, 1091]
article-10-body [250, 933, 410, 1195]
edition-name: ಮಂಡ್ಯ [322, 12, 353, 28]
notice-signature: ಮೈಸೂರು ಅಭಿವೃದ್ಧಿ ಪ್ರಾಧಿಕಾರ, ಮೈಸೂರು. [843, 1500, 934, 1508]
contact-bar [322, 42, 862, 52]
article-6 [796, 386, 941, 898]
article-8-text: ಯುವಜನತೆ ದೇಶದ ಶಕ್ತಿಯಾಗಿದ್ದು, ದೇಶದ ಅಭಿವೃದ್ಧಿಯಲ್ಲಿ ಪ್ರಮುಖ ಪಾತ್ರ ವಹಿಸಬೇಕು ಎಂದು ಜಿಲ್ಲಾ ಪಂಚಾಯಿತಿ ಸಿಇಒ ನಂದಿನಿ ತಿಳಿಸಿದರು. ಸರ್ದಾರ್ ವಲ್ಲಭಭಾಯಿ ಪಟೇಲ್ ಅವರ 150ನೇ ಜನ್ಮದಿನಾಚರಣೆ ಅಂಗವಾಗಿ ಆಯೋಜಿಸಿದ್ದ ಏಕತಾ ನಡಿಗೆ ಕಾರ್ಯಕ್ರಮ ಉದ್ಘಾಟಿಸಿ ಮಾತನಾಡಿದ ಅವರು, ಪಟೇಲ್ ಅವರು ದೇಶದ ಏಕೀಕರಣಕ್ಕೆ ಶ್ರಮಿಸಿದ ಮಹಾನ್ ನಾಯಕ. ಅವರ ಆದರ್ಶಗಳನ್ನು ಯುವಜನತೆ ಮೈಗೂಡಿಸಿಕೊಳ್ಳಬೇಕು. ದೇಶದ ಏಕತೆ, ಸಮಗ್ರತೆಗೆ ಧಕ್ಕೆ ಬಾರದಂತೆ ಎಚ್ಚರ ವಹಿಸಬೇಕು. ಸ್ವಾತಂತ್ರ್ಯ ಹೋರಾಟದಲ್ಲಿ ಅವರ ಪಾತ್ರ ಅನನ್ಯ. ಯುವಕರು ದುಶ್ಚಟಗಳಿಂದ ದೂರವಿದ್ದು ಉತ್ತಮ ಸಮಾಜ ನಿರ್ಮಾಣಕ್ಕೆ ಕೈಜೋಡಿಸಬೇಕು ಎಂದರು. ನೆಹರು ಯುವ ಕೇಂದ್ರ, ಎನ್‌ಎಸ್‌ಎಸ್ ಸ್ವಯಂಸೇವಕರು, ವಿದ್ಯಾರ್ಥಿಗಳು ಪಾಲ್ಗೊಂಡಿದ್ದರು. [450, 658, 616, 770]
article-3-headline: 15ರಂದು ಕನ್ನಡ ಜಾಗೃತಿ ಸಮಾವೇಶ: ಮಂಜುನಾಥ್ [523, 61, 809, 81]
dateline: ಮಂಡ್ಯ [487, 645, 504, 654]
article-9 [4, 1046, 244, 1196]
article-1-text: ಮಳವಳ್ಳಿ ತಾಲೂಕು ಕಚೇರಿಯಲ್ಲಿ ಸಾರ್ವಜನಿಕರ ಕುಂದುಕೊರತೆ ಸಭೆ ನಡೆಸಲಾಯಿತು. ಸಾರ್ವಜನಿಕರಿಂದ ವಿವಿಧ ಅಹವಾಲು ಅರ್ಜಿಗಳನ್ನು ಸ್ವೀಕರಿಸಲಾಯಿತು. ತಾಲೂಕಿನ ವಿವಿಧ ಗ್ರಾಮಗಳಿಂದ ಆಗಮಿಸಿದ್ದ ನೂರಾರು ಸಾರ್ವಜನಿಕರು ಜಮೀನು ಖಾತೆ, ಪಹಣಿ ತಿದ್ದುಪಡಿ, ಪಿಂಚಣಿ ಸೇರಿದಂತೆ ವಿವಿಧ ಸಮಸ್ಯೆಗಳ ಬಗ್ಗೆ ಅರ್ಜಿ ಸಲ್ಲಿಸಿದರು. ಅರ್ಜಿಗಳನ್ನು ಕಾಲಮಿತಿಯೊಳಗೆ ವಿಲೇವಾರಿ ಮಾಡಲಾಗುವುದು ಎಂದು ತಹಸೀಲ್ದಾರ್ ಭರವಸೆ ನೀಡಿದರು. ಕಂದಾಯ ಇಲಾಖೆಯ ಅಧಿಕಾರಿಗಳು ಸ್ಥಳದಲ್ಲೇ ಹಲವು ಸಮಸ್ಯೆಗಳನ್ನು ಬಗೆಹರಿಸಿದರು. ಶಿರಸ್ತೇದಾರ್, ರಾಜಸ್ವ ನಿರೀಕ್ಷಕರು, ಗ್ರಾಮ ಆಡಳಿತಾಧಿಕಾರಿಗಳು ಹಾಜರಿದ್ದರು. [90, 263, 244, 365]
article-4-headline: ಅಂಕೇಗೌಡ ಜ್ಞಾನ ಪ್ರತಿಷ್ಠಾನ ಪುಸ್ತಕ ಮನೆ ಗ್ರಂಥಾಲಯ ಉಳಿವಿಗೆ ಮನವಿ [4, 511, 241, 544]
article-8-text-cont: ಯುವಜನತೆ ದೇಶದ ಶಕ್ತಿಯಾಗಿದ್ದು, ದೇಶದ ಅಭಿವೃದ್ಧಿಯಲ್ಲಿ ಪ್ರಮುಖ ಪಾತ್ರ ವಹಿಸಬೇಕು ಎಂದು ಜಿಲ್ಲಾ ಪಂಚಾಯಿತಿ ಸಿಇಒ ನಂದಿನಿ ತಿಳಿಸಿದರು. ಸರ್ದಾರ್ ವಲ್ಲಭಭಾಯಿ ಪಟೇಲ್ ಅವರ 150ನೇ ಜನ್ಮದಿನಾಚರಣೆ ಅಂಗವಾಗಿ ಆಯೋಜಿಸಿದ್ದ ಏಕತಾ ನಡಿಗೆ ಕಾರ್ಯಕ್ರಮ ಉದ್ಘಾಟಿಸಿ ಮಾತನಾಡಿದ ಅವರು, ಪಟೇಲ್ ಅವರು ದೇಶದ ಏಕೀಕರಣಕ್ಕೆ ಶ್ರಮಿಸಿದ ಮಹಾನ್ ನಾಯಕ. ಅವರ ಆದರ್ಶಗಳನ್ನು ಯುವಜನತೆ ಮೈಗೂಡಿಸಿಕೊಳ್ಳಬೇಕು. ದೇಶದ ಏಕತೆ, ಸಮಗ್ರತೆಗೆ ಧಕ್ಕೆ ಬಾರದಂತೆ ಎಚ್ಚರ ವಹಿಸಬೇಕು. ಸ್ವಾತಂತ್ರ್ಯ ಹೋರಾಟದಲ್ಲಿ ಅವರ ಪಾತ್ರ ಅನನ್ಯ. ಯುವಕರು ದುಶ್ಚಟಗಳಿಂದ ದೂರವಿದ್ದು ಉತ್ತಮ ಸಮಾಜ ನಿರ್ಮಾಣಕ್ಕೆ ಕೈಜೋಡಿಸಬೇಕು ಎಂದರು. ನೆಹರು ಯುವ ಕೇಂದ್ರ, ಎನ್‌ಎಸ್‌ಎಸ್ ಸ್ವಯಂಸೇವಕರು, ವಿದ್ಯಾರ್ಥಿಗಳು ಪಾಲ್ಗೊಂಡಿದ್ದರು. [622, 723, 788, 835]
dateline: ಮಳವಳ್ಳಿ [41, 1073, 63, 1083]
byline: ಪ್ರತಿನಿಧಿ ವರದಿ [256, 467, 291, 476]
dateline: ಮಂಡ್ಯ [293, 467, 310, 476]
